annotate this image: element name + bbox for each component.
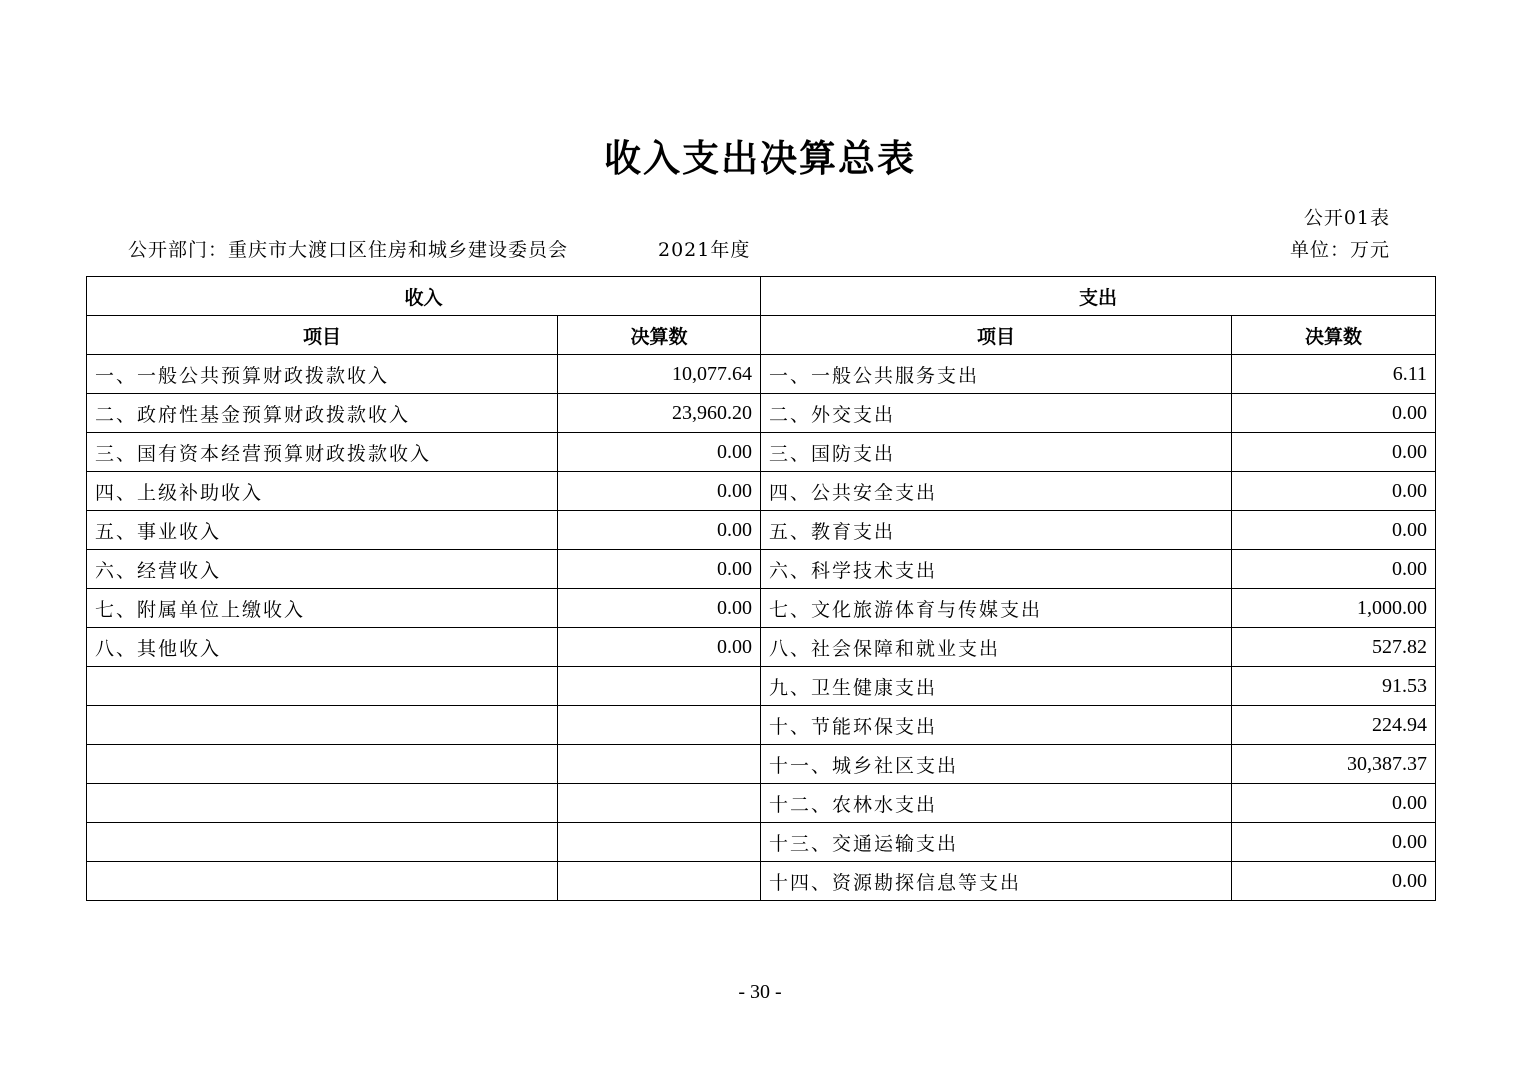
income-amount-cell: 0.00 [558,550,761,589]
table-row [87,472,1436,511]
budget-table [86,276,1436,901]
income-item-cell [87,745,558,784]
income-amount-cell [558,706,761,745]
expense-item-cell: 十一、城乡社区支出 [761,745,1232,784]
income-item-cell: 七、附属单位上缴收入 [87,589,558,628]
expense-item-cell: 六、科学技术支出 [761,550,1232,589]
table-row [87,862,1436,901]
income-header: 收入 [87,277,761,316]
income-amount-cell: 0.00 [558,511,761,550]
expense-item-cell: 五、教育支出 [761,511,1232,550]
expense-amount-cell: 0.00 [1232,394,1436,433]
expense-item-cell: 十四、资源勘探信息等支出 [761,862,1232,901]
table-row [87,589,1436,628]
income-amount-cell [558,745,761,784]
income-item-cell: 八、其他收入 [87,628,558,667]
table-row [87,433,1436,472]
expense-amount-cell: 0.00 [1232,823,1436,862]
income-amount-cell [558,667,761,706]
table-row [87,706,1436,745]
column-header-row [87,316,1436,355]
income-item-cell [87,823,558,862]
income-amount-cell [558,823,761,862]
expense-amount-cell: 91.53 [1232,667,1436,706]
income-amount-cell [558,862,761,901]
income-amount-cell: 0.00 [558,589,761,628]
income-item-cell: 三、国有资本经营预算财政拨款收入 [87,433,558,472]
income-amount-cell: 0.00 [558,472,761,511]
income-item-cell: 二、政府性基金预算财政拨款收入 [87,394,558,433]
expense-item-cell: 十三、交通运输支出 [761,823,1232,862]
table-row [87,823,1436,862]
expense-amount-column-header: 决算数 [1232,316,1436,355]
expense-amount-cell: 6.11 [1232,355,1436,394]
table-row [87,511,1436,550]
expense-amount-cell: 0.00 [1232,550,1436,589]
income-item-cell: 六、经营收入 [87,550,558,589]
fiscal-year: 2021年度 [658,239,751,261]
expense-amount-cell: 0.00 [1232,511,1436,550]
income-amount-cell: 23,960.20 [558,394,761,433]
department-label: 公开部门：重庆市大渡口区住房和城乡建设委员会 [128,239,569,261]
income-item-cell: 五、事业收入 [87,511,558,550]
income-item-cell [87,784,558,823]
expense-header: 支出 [761,277,1436,316]
table-row [87,784,1436,823]
expense-amount-cell: 1,000.00 [1232,589,1436,628]
expense-amount-cell: 527.82 [1232,628,1436,667]
expense-amount-cell: 0.00 [1232,433,1436,472]
table-row [87,745,1436,784]
expense-amount-cell: 224.94 [1232,706,1436,745]
expense-item-cell: 三、国防支出 [761,433,1232,472]
income-item-cell [87,706,558,745]
income-item-cell: 四、上级补助收入 [87,472,558,511]
expense-item-cell: 二、外交支出 [761,394,1232,433]
unit-label: 单位：万元 [1289,239,1390,261]
form-number: 公开01表 [1303,207,1390,229]
income-item-column-header: 项目 [87,316,558,355]
income-amount-column-header: 决算数 [558,316,761,355]
expense-amount-cell: 0.00 [1232,862,1436,901]
expense-amount-cell: 0.00 [1232,472,1436,511]
expense-amount-cell: 0.00 [1232,784,1436,823]
expense-item-cell: 一、一般公共服务支出 [761,355,1232,394]
table-row [87,394,1436,433]
income-amount-cell: 10,077.64 [558,355,761,394]
expense-item-cell: 七、文化旅游体育与传媒支出 [761,589,1232,628]
page-title: 收入支出决算总表 [604,137,916,180]
expense-item-cell: 四、公共安全支出 [761,472,1232,511]
income-item-cell [87,667,558,706]
table-body [87,355,1436,901]
expense-item-cell: 九、卫生健康支出 [761,667,1232,706]
income-amount-cell: 0.00 [558,628,761,667]
expense-item-cell: 十二、农林水支出 [761,784,1232,823]
page-number: - 30 - [738,981,782,1003]
income-amount-cell [558,784,761,823]
expense-item-cell: 八、社会保障和就业支出 [761,628,1232,667]
section-header-row [87,277,1436,316]
table-row [87,667,1436,706]
table-row [87,355,1436,394]
expense-item-column-header: 项目 [761,316,1232,355]
income-item-cell: 一、一般公共预算财政拨款收入 [87,355,558,394]
expense-amount-cell: 30,387.37 [1232,745,1436,784]
table-row [87,628,1436,667]
table-row [87,550,1436,589]
income-amount-cell: 0.00 [558,433,761,472]
income-item-cell [87,862,558,901]
expense-item-cell: 十、节能环保支出 [761,706,1232,745]
